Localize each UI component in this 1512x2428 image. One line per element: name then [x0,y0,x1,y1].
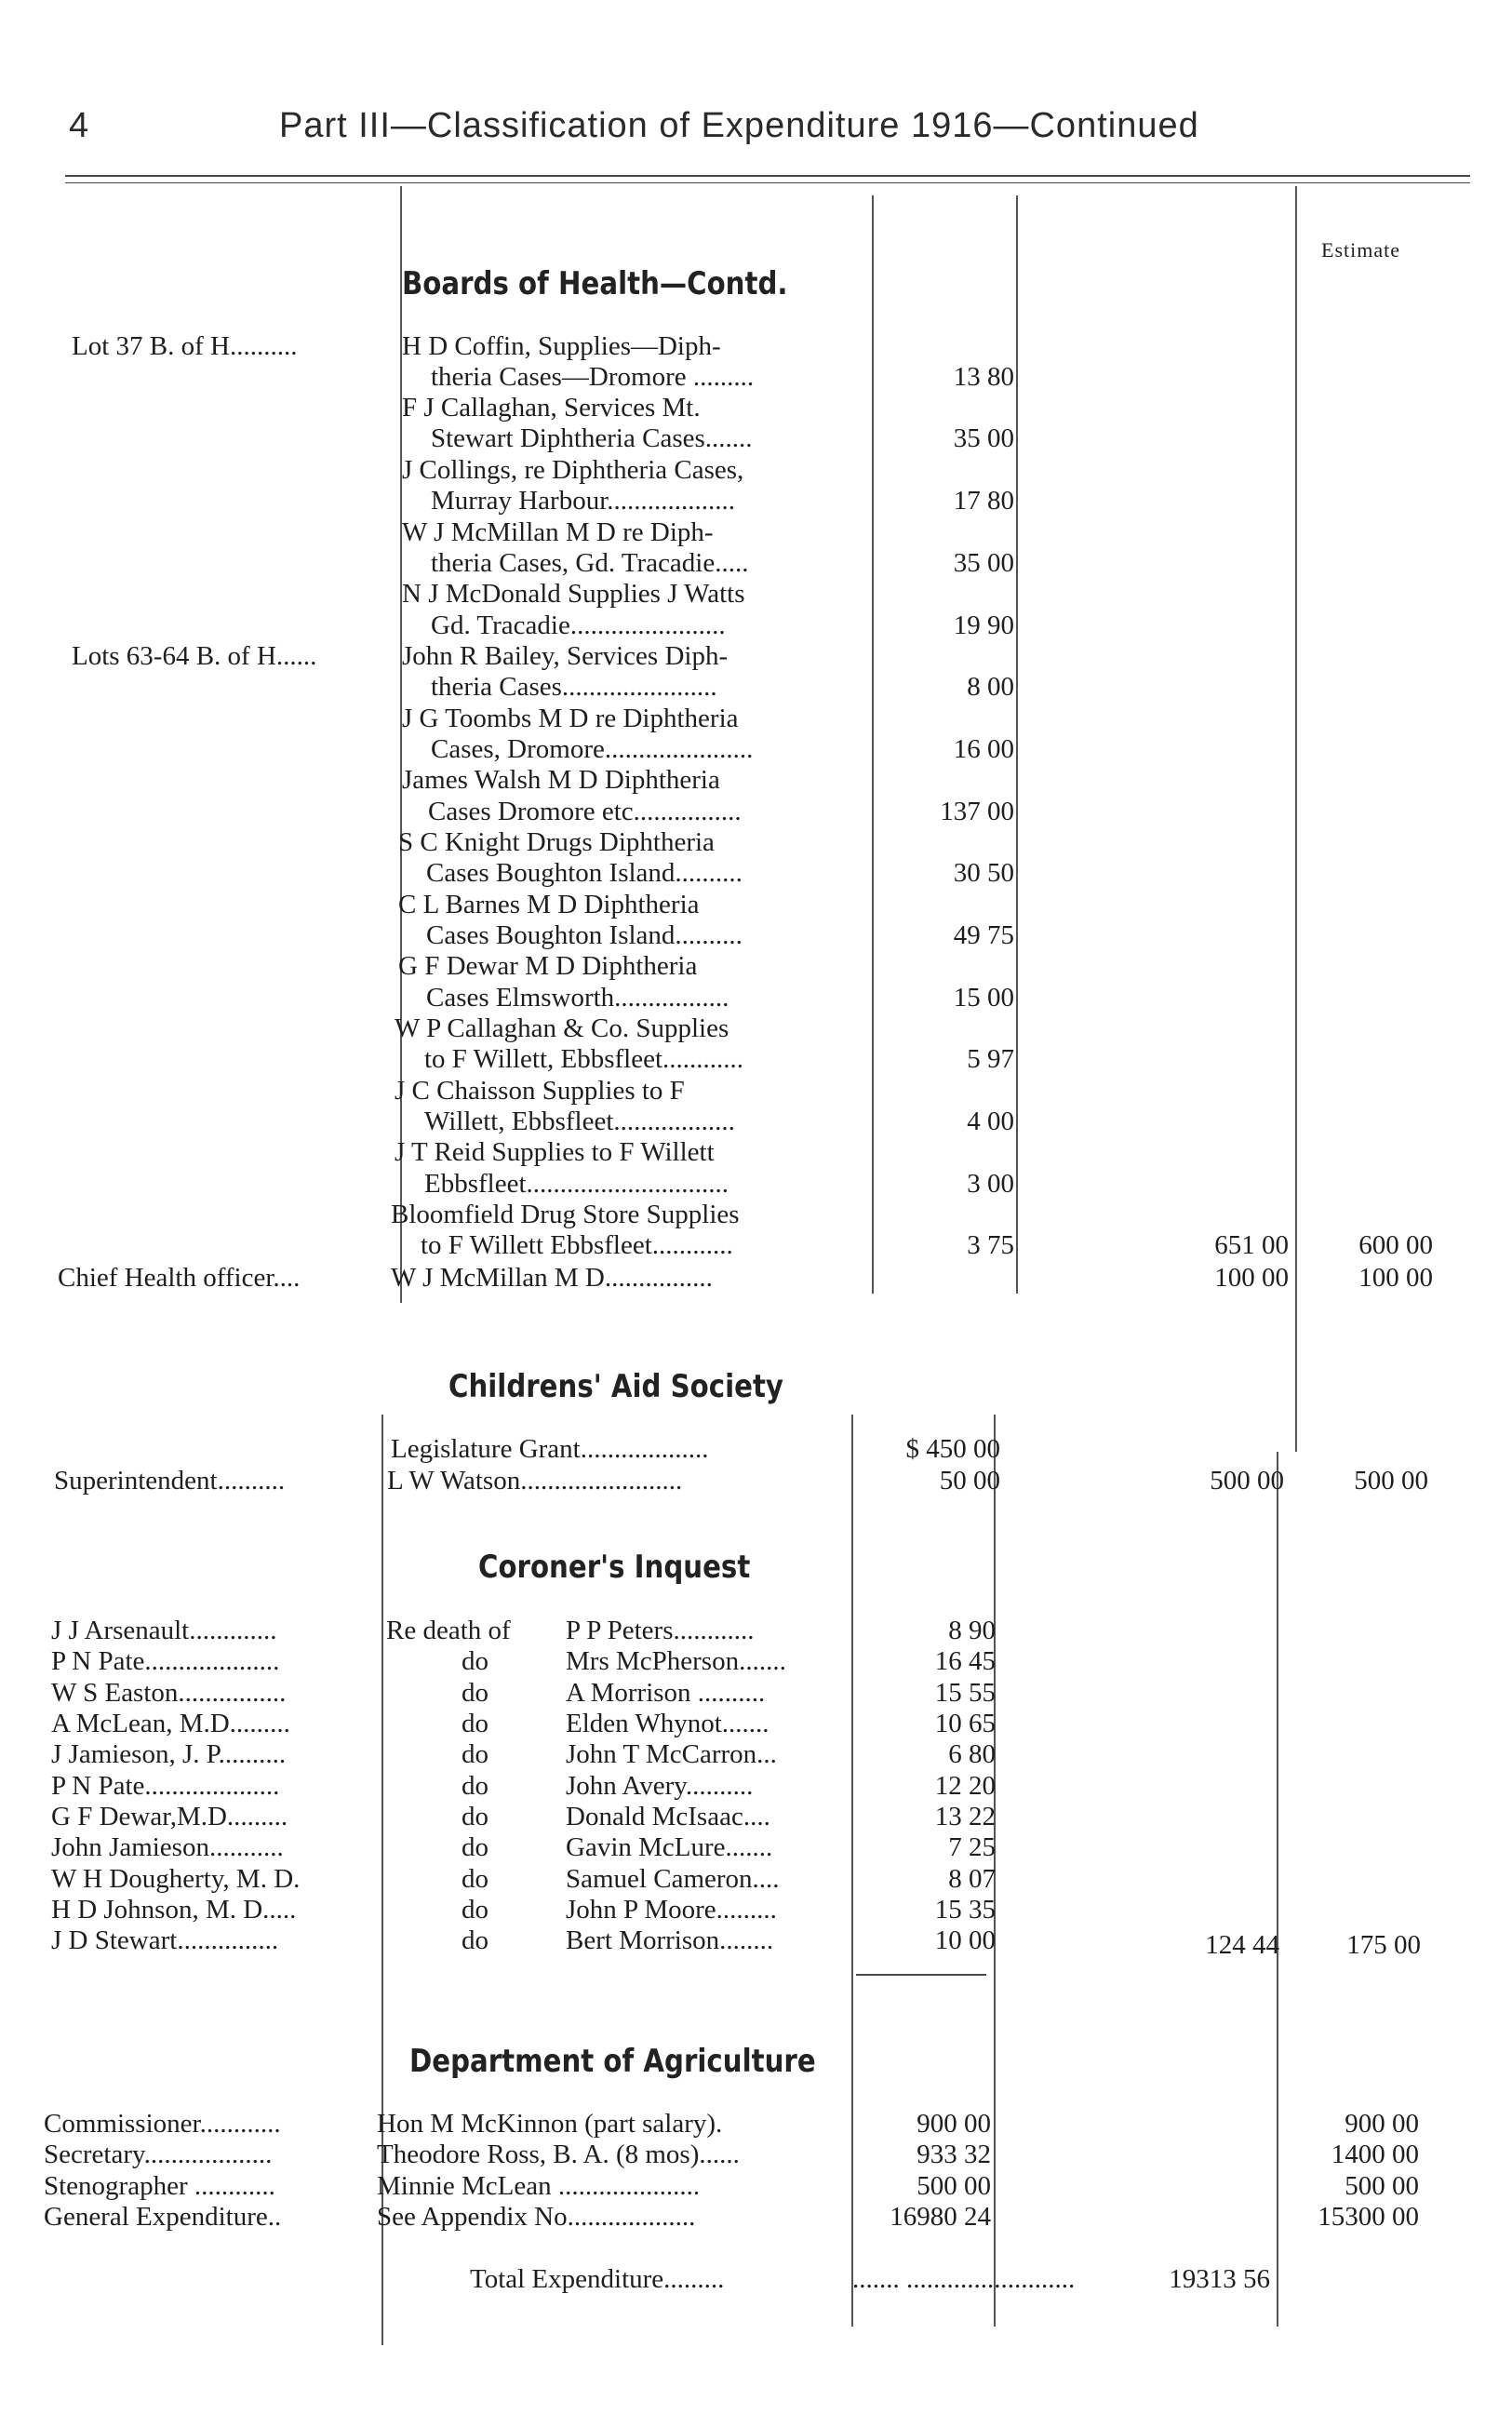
row-label: Lot 37 B. of H.......... [72,331,298,361]
row-label: J D Stewart............... [51,1925,279,1955]
amount: 35 00 [953,423,1014,453]
ditto-mark: do [462,1739,488,1769]
amount: 12 20 [934,1771,996,1801]
amount: 16 00 [953,734,1014,764]
total-expenditure-label: Total Expenditure......... [470,2264,725,2294]
entry-line: Cases Elmsworth................. [426,983,729,1013]
row-label: J J Arsenault............. [51,1616,277,1645]
deceased-name: Samuel Cameron.... [566,1864,780,1894]
amount: $ 450 00 [905,1434,1000,1464]
entry-line: J G Toombs M D re Diphtheria [402,704,739,733]
ditto-mark: do [462,1646,488,1676]
entry-line: J T Reid Supplies to F Willett [395,1137,715,1167]
deceased-name: Mrs McPherson....... [566,1646,786,1676]
deceased-name: Elden Whynot....... [566,1709,769,1738]
entry-line: Cases Boughton Island.......... [426,920,743,950]
entry-line: to F Willett, Ebbsfleet............ [424,1044,744,1074]
entry-line: Cases, Dromore...................... [431,734,754,764]
column-rule [872,195,874,1294]
column-rule [1295,186,1297,1452]
estimate-heading: Estimate [1321,238,1400,262]
amount: 15 55 [934,1678,996,1708]
deceased-name: Bert Morrison........ [566,1925,774,1955]
amount: 17 80 [953,486,1014,516]
amount: 30 50 [953,858,1014,888]
entry-line: Legislature Grant................... [391,1434,709,1464]
deceased-name: John T McCarron... [566,1739,777,1769]
ditto-mark: do [462,1771,488,1801]
section-title-childrens-aid: Childrens' Aid Society [448,1368,783,1405]
row-label: Stenographer ............ [44,2171,275,2201]
estimate-value: 15300 00 [1318,2202,1419,2232]
ditto-mark: do [462,1832,488,1862]
amount: 4 00 [967,1107,1014,1136]
row-label: J Jamieson, J. P.......... [51,1739,287,1769]
entry-line: Bloomfield Drug Store Supplies [391,1200,740,1229]
ditto-mark: do [462,1895,488,1925]
row-label: G F Dewar,M.D......... [51,1802,288,1831]
row-label: H D Johnson, M. D..... [51,1895,297,1925]
entry-line: Gd. Tracadie....................... [431,610,726,640]
deceased-name: P P Peters............ [566,1616,755,1645]
ditto-mark: do [462,1678,488,1708]
entry-line: Minnie McLean ..................... [377,2171,701,2201]
section-title-coroners-inquest: Coroner's Inquest [478,1549,751,1586]
row-label: Chief Health officer.... [58,1263,301,1293]
amount: 8 90 [948,1616,996,1645]
amount: 10 00 [934,1925,996,1955]
entry-line: F J Callaghan, Services Mt. [402,393,701,423]
amount: 35 00 [953,548,1014,578]
amount: 500 00 [917,2171,991,2201]
entry-line: theria Cases....................... [431,672,717,702]
ditto-mark: do [462,1864,488,1894]
entry-line: theria Cases, Gd. Tracadie..... [431,548,749,578]
row-label: Lots 63-64 B. of H...... [72,641,317,671]
estimate-value: 900 00 [1345,2109,1419,2139]
entry-line: John R Bailey, Services Diph- [402,641,729,671]
ditto-mark: do [462,1802,488,1831]
amount: 3 00 [967,1169,1014,1199]
estimate-value: 500 00 [1354,1466,1428,1496]
column-rule [1016,195,1018,1294]
estimate-value: 600 00 [1358,1230,1433,1260]
entry-line: L W Watson........................ [387,1466,683,1496]
amount: 13 80 [953,362,1014,392]
row-label: W S Easton................ [51,1678,287,1708]
entry-line: C L Barnes M D Diphtheria [398,890,700,919]
amount: 13 22 [934,1802,996,1831]
amount: 8 07 [948,1864,996,1894]
entry-line: H D Coffin, Supplies—Diph- [402,331,721,361]
row-label: Secretary................... [44,2140,273,2169]
row-label: General Expenditure.. [44,2202,282,2232]
estimate-value: 500 00 [1345,2171,1419,2201]
amount: 10 65 [934,1709,996,1738]
row-label: W H Dougherty, M. D. [51,1864,301,1894]
header-rule-2 [65,182,1470,183]
entry-line: G F Dewar M D Diphtheria [398,951,698,981]
section-total: 100 00 [1214,1263,1289,1293]
total-expenditure-value: 19313 56 [1169,2264,1270,2294]
estimate-value: 100 00 [1358,1263,1433,1293]
total-expenditure-leader: ....... ......................... [852,2264,1076,2294]
deceased-name: John P Moore......... [566,1895,777,1925]
deceased-name: John Avery.......... [566,1771,754,1801]
entry-line: to F Willett Ebbsfleet............ [421,1230,733,1260]
entry-line: W J McMillan M D................ [391,1263,713,1293]
amount: 7 25 [948,1832,996,1862]
sum-rule [856,1974,986,1976]
entry-line: S C Knight Drugs Diphtheria [398,827,715,857]
entry-line: James Walsh M D Diphtheria [402,765,720,795]
amount: 8 00 [967,672,1014,702]
amount: 6 80 [948,1739,996,1769]
section-title-agriculture: Department of Agriculture [409,2043,816,2080]
entry-line: J C Chaisson Supplies to F [395,1076,685,1106]
amount: 933 32 [917,2140,991,2169]
page-number: 4 [69,106,90,145]
entry-line: W P Callaghan & Co. Supplies [395,1013,729,1043]
entry-line: See Appendix No................... [377,2202,696,2232]
entry-line: Murray Harbour................... [431,486,736,516]
column-rule [1277,1452,1278,2327]
page-title: Part III—Classification of Expenditure 1916—Continued [279,106,1199,145]
row-label: P N Pate.................... [51,1771,280,1801]
amount: 16 45 [934,1646,996,1676]
entry-line: W J McMillan M D re Diph- [402,517,714,547]
deceased-name: Donald McIsaac.... [566,1802,770,1831]
row-label: P N Pate.................... [51,1646,280,1676]
ditto-mark: do [462,1709,488,1738]
section-total: 651 00 [1214,1230,1289,1260]
section-total: 500 00 [1210,1466,1284,1496]
section-total: 124 44 [1205,1930,1279,1960]
ditto-mark: do [462,1925,488,1955]
row-label: A McLean, M.D......... [51,1709,290,1738]
row-label: Commissioner............ [44,2109,281,2139]
amount: 49 75 [953,920,1014,950]
header-rule [65,175,1470,177]
deceased-name: A Morrison .......... [566,1678,766,1708]
amount: 15 35 [934,1895,996,1925]
entry-line: Cases Dromore etc................ [428,797,742,826]
row-label: John Jamieson........... [51,1832,284,1862]
entry-line: Hon M McKinnon (part salary). [377,2109,723,2139]
amount: 5 97 [967,1044,1014,1074]
amount: 50 00 [939,1466,1000,1496]
entry-line: N J McDonald Supplies J Watts [402,579,745,609]
entry-line: Cases Boughton Island.......... [426,858,743,888]
entry-line: Ebbsfleet.............................. [424,1169,729,1199]
amount: 900 00 [917,2109,991,2139]
entry-line: Stewart Diphtheria Cases....... [431,423,753,453]
section-title-boards-of-health: Boards of Health—Contd. [402,265,788,302]
entry-line: Theodore Ross, B. A. (8 mos)...... [377,2140,740,2169]
amount: 19 90 [953,610,1014,640]
amount: 15 00 [953,983,1014,1013]
entry-line: theria Cases—Dromore ......... [431,362,755,392]
row-label: Superintendent.......... [54,1466,286,1496]
entry-line: Willett, Ebbsfleet.................. [424,1107,735,1136]
amount: 3 75 [967,1230,1014,1260]
entry-line: J Collings, re Diphtheria Cases, [402,455,744,485]
amount: 16980 24 [890,2202,991,2232]
deceased-name: Gavin McLure....... [566,1832,773,1862]
estimate-value: 1400 00 [1331,2140,1419,2169]
re-death-prefix: Re death of [386,1616,511,1645]
amount: 137 00 [940,797,1014,826]
estimate-value: 175 00 [1346,1930,1421,1960]
